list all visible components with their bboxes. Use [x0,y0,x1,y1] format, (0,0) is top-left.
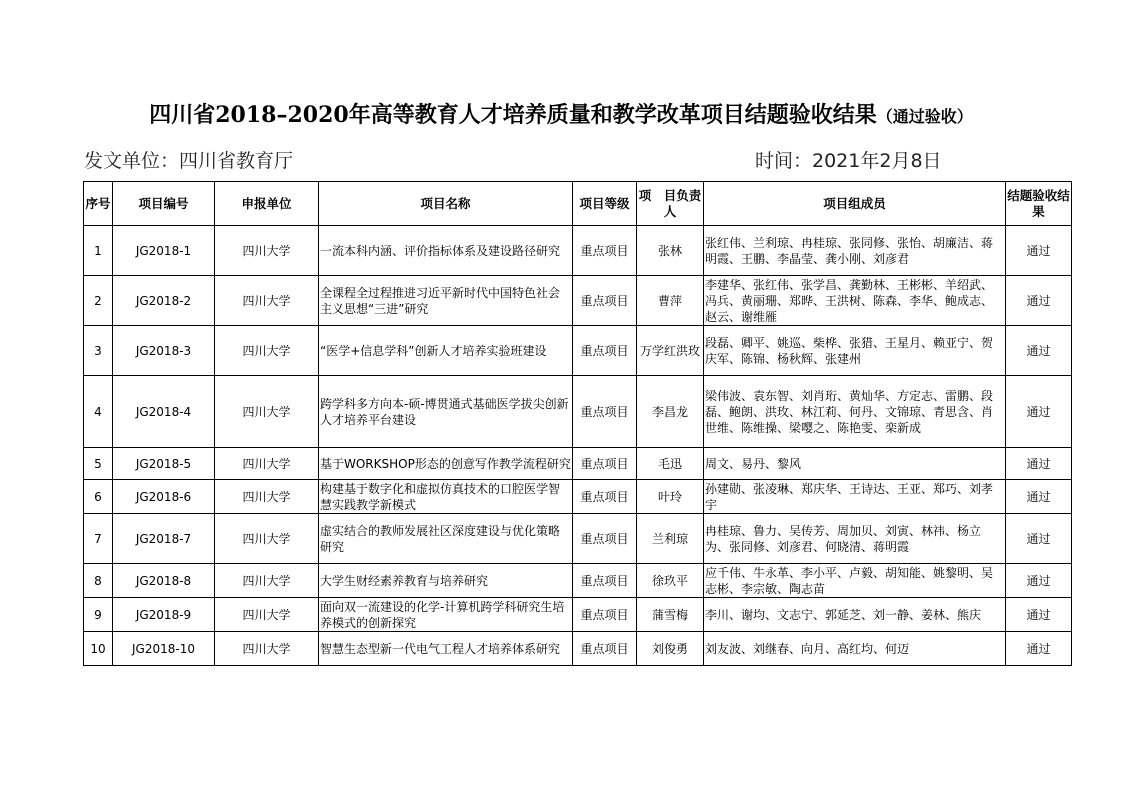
cell-name: 面向双一流建设的化学-计算机跨学科研究生培养模式的创新探究 [319,598,573,632]
cell-members: 梁伟波、袁东智、刘肖珩、黄灿华、方定志、雷鹏、段磊、鲍朗、洪玫、林江莉、何丹、文锦琼、青思含、肖世维、陈维操、梁嘤之、陈艳雯、栾新成 [704,376,1006,448]
cell-result: 通过 [1006,226,1072,276]
cell-name: 构建基于数字化和虚拟仿真技术的口腔医学智慧实践教学新模式 [319,480,573,514]
cell-unit: 四川大学 [215,514,319,564]
cell-code: JG2018-5 [113,448,215,480]
cell-leader: 曹萍 [637,276,704,326]
cell-result: 通过 [1006,598,1072,632]
page-title [0,98,1122,129]
table-row [84,448,1072,480]
cell-leader: 兰利琼 [637,514,704,564]
cell-unit: 四川大学 [215,480,319,514]
cell-members: 刘友波、刘继春、向月、高红均、何迈 [704,632,1006,666]
table-row [84,276,1072,326]
page-title-suffix: （通过验收） [876,107,973,126]
cell-no: 10 [84,632,113,666]
cell-name: 大学生财经素养教育与培养研究 [319,564,573,598]
header-name: 项目名称 [319,182,573,226]
header-code: 项目编号 [113,182,215,226]
cell-no: 6 [84,480,113,514]
cell-result: 通过 [1006,564,1072,598]
cell-name: 跨学科多方向本-硕-博贯通式基础医学拔尖创新人才培养平台建设 [319,376,573,448]
cell-no: 4 [84,376,113,448]
header-members: 项目组成员 [704,182,1006,226]
cell-leader: 叶玲 [637,480,704,514]
header-result: 结题验收结果 [1006,182,1072,226]
cell-code: JG2018-2 [113,276,215,326]
cell-level: 重点项目 [573,448,637,480]
cell-name: 基于WORKSHOP形态的创意写作教学流程研究 [319,448,573,480]
cell-no: 3 [84,326,113,376]
cell-members: 冉桂琼、鲁力、吴传芳、周加贝、刘寅、林祎、杨立为、张同修、刘彦君、何晓清、蒋明霞 [704,514,1006,564]
issuer-line: 发文单位：四川省教育厅 [84,150,294,172]
cell-result: 通过 [1006,514,1072,564]
table-row [84,564,1072,598]
cell-result: 通过 [1006,326,1072,376]
cell-name: 一流本科内涵、评价指标体系及建设路径研究 [319,226,573,276]
header-leader: 项 目负责人 [637,182,704,226]
cell-leader: 李昌龙 [637,376,704,448]
cell-name: 智慧生态型新一代电气工程人才培养体系研究 [319,632,573,666]
table-row [84,480,1072,514]
table-row [84,598,1072,632]
cell-no: 9 [84,598,113,632]
cell-result: 通过 [1006,276,1072,326]
cell-no: 2 [84,276,113,326]
cell-level: 重点项目 [573,480,637,514]
cell-name: 全课程全过程推进习近平新时代中国特色社会主义思想“三进”研究 [319,276,573,326]
header-unit: 申报单位 [215,182,319,226]
cell-result: 通过 [1006,448,1072,480]
cell-unit: 四川大学 [215,226,319,276]
cell-level: 重点项目 [573,598,637,632]
cell-members: 李川、谢均、文志宁、郭延芝、刘一静、姜林、熊庆 [704,598,1006,632]
cell-code: JG2018-3 [113,326,215,376]
cell-leader: 张林 [637,226,704,276]
cell-level: 重点项目 [573,326,637,376]
table-row [84,326,1072,376]
cell-name: “医学+信息学科”创新人才培养实验班建设 [319,326,573,376]
cell-level: 重点项目 [573,376,637,448]
cell-no: 5 [84,448,113,480]
cell-members: 孙建勋、张凌琳、郑庆华、王诗达、王亚、郑巧、刘孝宇 [704,480,1006,514]
cell-code: JG2018-10 [113,632,215,666]
cell-level: 重点项目 [573,514,637,564]
table-row [84,376,1072,448]
cell-level: 重点项目 [573,276,637,326]
cell-level: 重点项目 [573,564,637,598]
cell-leader: 蒲雪梅 [637,598,704,632]
cell-leader: 刘俊勇 [637,632,704,666]
cell-members: 李建华、张红伟、张学昌、龚勤林、王彬彬、羊绍武、冯兵、黄丽珊、郑晔、王洪树、陈森、李华、鲍成志、赵云、谢维雁 [704,276,1006,326]
cell-code: JG2018-6 [113,480,215,514]
table-header-row [84,182,1072,226]
cell-unit: 四川大学 [215,276,319,326]
cell-unit: 四川大学 [215,376,319,448]
table-row [84,226,1072,276]
header-level: 项目等级 [573,182,637,226]
cell-members: 应千伟、牛永革、李小平、卢毅、胡知能、姚黎明、吴志彬、李宗敏、陶志苗 [704,564,1006,598]
cell-level: 重点项目 [573,632,637,666]
cell-unit: 四川大学 [215,632,319,666]
cell-no: 1 [84,226,113,276]
table-row [84,514,1072,564]
cell-members: 张红伟、兰利琼、冉桂琼、张同修、张怡、胡廉洁、蒋明霞、王鹏、李晶莹、龚小刚、刘彦君 [704,226,1006,276]
table-row [84,632,1072,666]
cell-code: JG2018-9 [113,598,215,632]
cell-result: 通过 [1006,480,1072,514]
cell-result: 通过 [1006,376,1072,448]
cell-code: JG2018-8 [113,564,215,598]
cell-leader: 徐玖平 [637,564,704,598]
cell-code: JG2018-4 [113,376,215,448]
cell-unit: 四川大学 [215,326,319,376]
date-line: 时间：2021年2月8日 [755,150,942,172]
results-table [83,181,1072,666]
cell-level: 重点项目 [573,226,637,276]
cell-unit: 四川大学 [215,598,319,632]
cell-members: 周文、易丹、黎风 [704,448,1006,480]
cell-leader: 万学红洪玫 [637,326,704,376]
cell-leader: 毛迅 [637,448,704,480]
cell-code: JG2018-7 [113,514,215,564]
cell-result: 通过 [1006,632,1072,666]
cell-no: 8 [84,564,113,598]
page-title-main: 四川省2018–2020年高等教育人才培养质量和教学改革项目结题验收结果 [149,102,877,128]
cell-no: 7 [84,514,113,564]
cell-members: 段磊、卿平、姚巡、柴桦、张猎、王星月、赖亚宁、贺庆军、陈锦、杨秋辉、张建州 [704,326,1006,376]
cell-unit: 四川大学 [215,564,319,598]
header-no: 序号 [84,182,113,226]
cell-name: 虚实结合的教师发展社区深度建设与优化策略研究 [319,514,573,564]
cell-code: JG2018-1 [113,226,215,276]
cell-unit: 四川大学 [215,448,319,480]
